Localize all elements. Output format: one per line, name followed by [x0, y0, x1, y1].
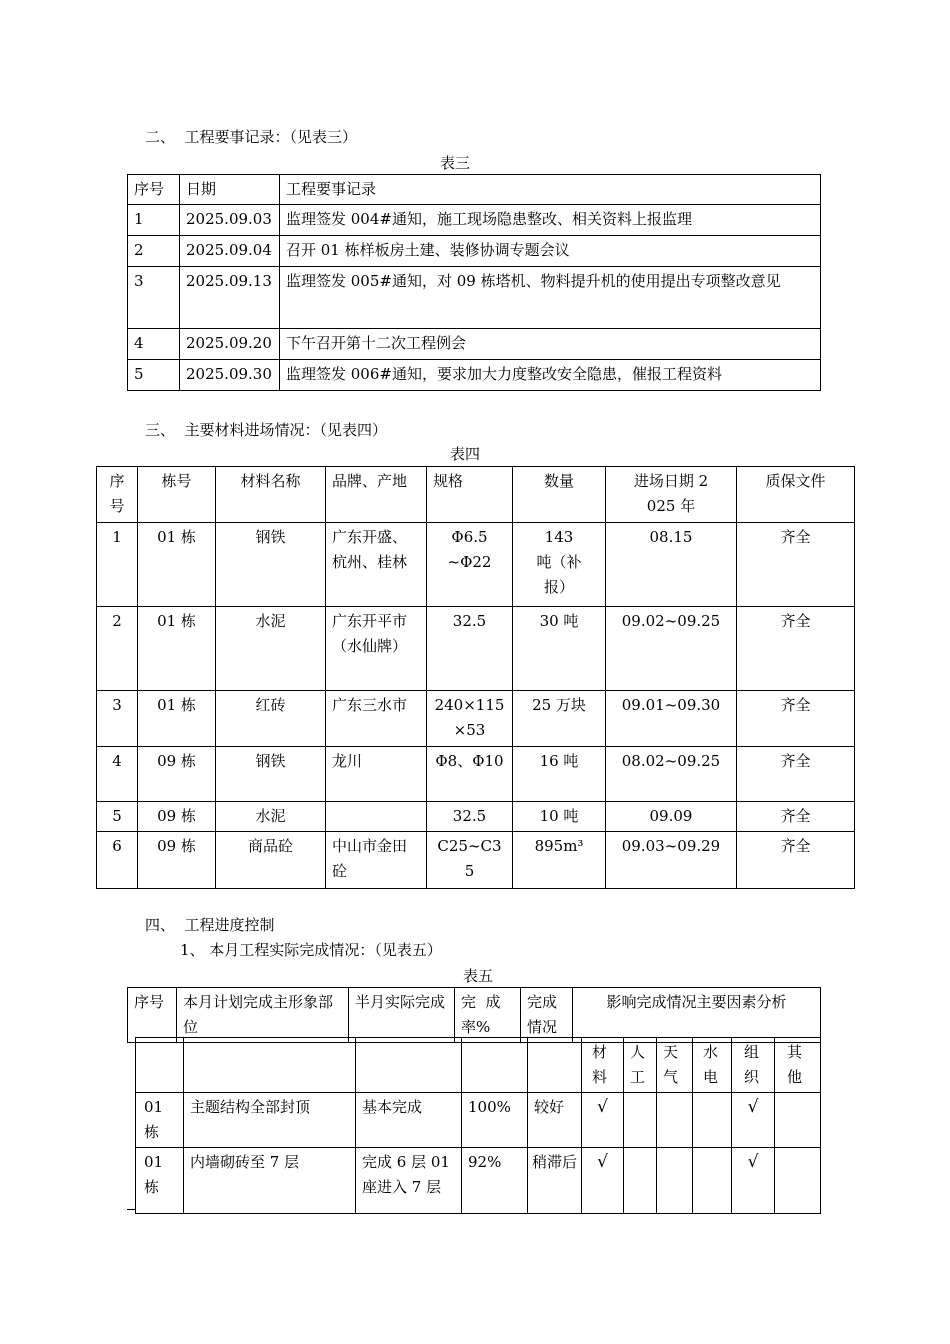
table-row — [136, 1093, 821, 1148]
factor-header: 其他 — [775, 1038, 821, 1093]
cell-record: 召开 01 栋样板房土建、装修协调专题会议 — [280, 236, 821, 267]
cell-building: 01 栋 — [138, 607, 216, 691]
section-4-subheading: 1、 本月工程实际完成情况：（见表五） — [180, 941, 442, 959]
factor-check: √ — [732, 1093, 775, 1148]
cell-record: 下午召开第十二次工程例会 — [280, 329, 821, 360]
table-row — [97, 832, 855, 889]
cell-material: 水泥 — [216, 607, 326, 691]
col-header: 质保文件 — [737, 467, 855, 523]
table-row — [128, 360, 821, 391]
table-5-header — [127, 987, 821, 1043]
table-row — [97, 747, 855, 802]
cell-date: 2025.09.13 — [180, 267, 280, 329]
table-4-caption: 表四 — [449, 445, 480, 463]
cell-no: 3 — [128, 267, 180, 329]
cell-brand: 中山市金田砼 — [326, 832, 427, 889]
factor-header: 天气 — [657, 1038, 693, 1093]
cell-brand: 广东三水市 — [326, 691, 427, 747]
cell-material: 商品砼 — [216, 832, 326, 889]
cell-record: 监理签发 006#通知，要求加大力度整改安全隐患，催报工程资料 — [280, 360, 821, 391]
col-header: 品牌、产地 — [326, 467, 427, 523]
cell-date: 09.01~09.30 — [606, 691, 737, 747]
cell-qty: 16 吨 — [513, 747, 606, 802]
cell-date: 08.02~09.25 — [606, 747, 737, 802]
cell-date: 2025.09.20 — [180, 329, 280, 360]
cell-spec: C25~C35 — [427, 832, 513, 889]
cell-doc: 齐全 — [737, 832, 855, 889]
col-header: 规格 — [427, 467, 513, 523]
table-3-caption: 表三 — [439, 154, 470, 172]
section-2-heading: 二、 工程要事记录：（见表三） — [145, 128, 358, 146]
factor-header: 水电 — [693, 1038, 732, 1093]
factor-header: 组织 — [732, 1038, 775, 1093]
cell-qty: 143 吨（补报） — [513, 523, 606, 607]
table-row — [97, 802, 855, 832]
cell-brand: 广东开平市（水仙牌） — [326, 607, 427, 691]
cell-building: 01 栋 — [138, 691, 216, 747]
cell-no: 1 — [128, 205, 180, 236]
cell-date: 08.15 — [606, 523, 737, 607]
cell-no: 01 栋 — [136, 1093, 184, 1148]
cell-spec: Φ8、Φ10 — [427, 747, 513, 802]
empty-cell — [136, 1038, 184, 1093]
cell-actual: 基本完成 — [356, 1093, 462, 1148]
factor-check — [693, 1093, 732, 1148]
factor-header-row — [136, 1038, 821, 1093]
empty-cell — [528, 1038, 582, 1093]
cell-building: 01 栋 — [138, 523, 216, 607]
cell-no: 2 — [97, 607, 138, 691]
cell-no: 5 — [97, 802, 138, 832]
cell-material: 红砖 — [216, 691, 326, 747]
table-5-border-stub — [127, 1209, 135, 1210]
col-header: 序号 — [128, 988, 177, 1043]
factor-check — [775, 1093, 821, 1148]
table-5-caption: 表五 — [462, 967, 493, 985]
cell-qty: 895m³ — [513, 832, 606, 889]
section-3-heading: 三、 主要材料进场情况：（见表四） — [145, 421, 388, 439]
cell-status: 稍滞后 — [528, 1148, 582, 1214]
col-header: 序号 — [128, 175, 180, 205]
cell-brand — [326, 802, 427, 832]
cell-no: 01 栋 — [136, 1148, 184, 1214]
cell-doc: 齐全 — [737, 607, 855, 691]
col-header: 栋号 — [138, 467, 216, 523]
cell-no: 5 — [128, 360, 180, 391]
cell-building: 09 栋 — [138, 802, 216, 832]
col-header: 工程要事记录 — [280, 175, 821, 205]
cell-record: 监理签发 005#通知，对 09 栋塔机、物料提升机的使用提出专项整改意见 — [280, 267, 821, 329]
table-header-row — [128, 988, 821, 1043]
factor-header: 材料 — [582, 1038, 624, 1093]
cell-spec: 32.5 — [427, 802, 513, 832]
cell-brand: 龙川 — [326, 747, 427, 802]
cell-date: 2025.09.04 — [180, 236, 280, 267]
cell-spec: Φ6.5 ~Φ22 — [427, 523, 513, 607]
col-header: 材料名称 — [216, 467, 326, 523]
table-row — [97, 691, 855, 747]
cell-material: 水泥 — [216, 802, 326, 832]
cell-rate: 92% — [462, 1148, 528, 1214]
col-header: 日期 — [180, 175, 280, 205]
cell-record: 监理签发 004#通知，施工现场隐患整改、相关资料上报监理 — [280, 205, 821, 236]
cell-no: 4 — [128, 329, 180, 360]
cell-no: 1 — [97, 523, 138, 607]
cell-no: 2 — [128, 236, 180, 267]
factor-check — [775, 1148, 821, 1214]
table-row — [128, 329, 821, 360]
table-header-row — [128, 175, 821, 205]
cell-doc: 齐全 — [737, 747, 855, 802]
cell-no: 4 — [97, 747, 138, 802]
cell-rate: 100% — [462, 1093, 528, 1148]
table-row — [128, 236, 821, 267]
cell-qty: 10 吨 — [513, 802, 606, 832]
cell-plan: 主题结构全部封顶 — [184, 1093, 356, 1148]
section-4-heading: 四、 工程进度控制 — [145, 916, 275, 934]
cell-doc: 齐全 — [737, 523, 855, 607]
factor-check — [693, 1148, 732, 1214]
cell-brand: 广东开盛、杭州、桂林 — [326, 523, 427, 607]
factor-check: √ — [582, 1093, 624, 1148]
table-row — [128, 205, 821, 236]
col-header: 完 成率% — [455, 988, 521, 1043]
col-header: 半月实际完成 — [349, 988, 455, 1043]
factor-check: √ — [732, 1148, 775, 1214]
col-header: 进场日期 2025 年 — [606, 467, 737, 523]
cell-spec: 32.5 — [427, 607, 513, 691]
cell-plan: 内墙砌砖至 7 层 — [184, 1148, 356, 1214]
table-4 — [96, 466, 855, 889]
factor-check — [657, 1093, 693, 1148]
cell-no: 6 — [97, 832, 138, 889]
cell-date: 09.09 — [606, 802, 737, 832]
table-5-body — [135, 1037, 821, 1214]
factor-check — [624, 1148, 657, 1214]
col-header: 完成情况 — [521, 988, 573, 1043]
cell-date: 09.02~09.25 — [606, 607, 737, 691]
col-header: 影响完成情况主要因素分析 — [573, 988, 821, 1043]
col-header: 序号 — [97, 467, 138, 523]
cell-building: 09 栋 — [138, 832, 216, 889]
table-row — [128, 267, 821, 329]
factor-check: √ — [582, 1148, 624, 1214]
factor-header: 人工 — [624, 1038, 657, 1093]
cell-material: 钢铁 — [216, 747, 326, 802]
cell-building: 09 栋 — [138, 747, 216, 802]
table-header-row — [97, 467, 855, 523]
col-header: 本月计划完成主形象部位 — [177, 988, 349, 1043]
empty-cell — [462, 1038, 528, 1093]
cell-actual: 完成 6 层 01 座进入 7 层 — [356, 1148, 462, 1214]
cell-qty: 30 吨 — [513, 607, 606, 691]
table-3 — [127, 174, 821, 391]
cell-date: 2025.09.30 — [180, 360, 280, 391]
cell-no: 3 — [97, 691, 138, 747]
cell-doc: 齐全 — [737, 691, 855, 747]
cell-status: 较好 — [528, 1093, 582, 1148]
empty-cell — [356, 1038, 462, 1093]
table-row — [136, 1148, 821, 1214]
cell-spec: 240×115×53 — [427, 691, 513, 747]
cell-material: 钢铁 — [216, 523, 326, 607]
factor-check — [657, 1148, 693, 1214]
table-row — [97, 607, 855, 691]
factor-check — [624, 1093, 657, 1148]
cell-date: 2025.09.03 — [180, 205, 280, 236]
col-header: 数量 — [513, 467, 606, 523]
cell-doc: 齐全 — [737, 802, 855, 832]
empty-cell — [184, 1038, 356, 1093]
cell-qty: 25 万块 — [513, 691, 606, 747]
cell-date: 09.03~09.29 — [606, 832, 737, 889]
table-row — [97, 523, 855, 607]
